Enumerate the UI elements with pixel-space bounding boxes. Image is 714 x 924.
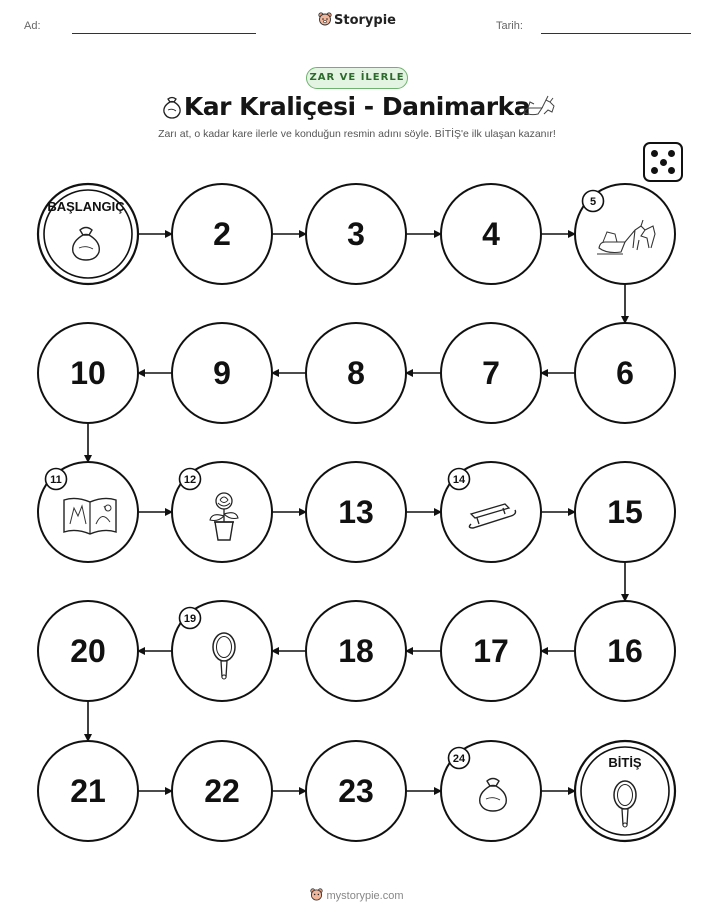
cell-number: 23 [338, 773, 374, 809]
board-cell-13[interactable] [306, 462, 406, 562]
instructions-text: Zarı at, o kadar kare ilerle ve konduğun resmin adını söyle. BİTİŞ'e ilk ulaşan kazanır! [158, 128, 556, 140]
board-cell-15[interactable] [575, 462, 675, 562]
cell-number: 2 [213, 216, 231, 252]
cell-number: 19 [183, 613, 197, 625]
board-cell-7[interactable] [441, 323, 541, 423]
board-cell-9[interactable] [172, 323, 272, 423]
cell-number: 16 [607, 633, 643, 669]
cell-number: 10 [70, 355, 106, 391]
cell-number: 6 [616, 355, 634, 391]
board-cell-10[interactable] [38, 323, 138, 423]
board-cell-4[interactable] [441, 184, 541, 284]
board-cell-23[interactable] [306, 741, 406, 841]
cell-number: 4 [482, 216, 500, 252]
brand-name: Storypie [334, 13, 396, 28]
cell-number: 15 [607, 494, 643, 530]
board-cell-24[interactable] [441, 741, 541, 841]
board-cell-19[interactable] [172, 601, 272, 701]
board-cell-12[interactable] [172, 462, 272, 562]
cell-number: 22 [204, 773, 240, 809]
board-cell-2[interactable] [172, 184, 272, 284]
cell-number: 20 [70, 633, 106, 669]
board-cells [38, 184, 675, 841]
board-cell-22[interactable] [172, 741, 272, 841]
open-book-icon [64, 498, 116, 534]
cell-number: 7 [482, 355, 500, 391]
date-label: Tarih: [496, 20, 523, 32]
board-cell-8[interactable] [306, 323, 406, 423]
cell-number: 14 [452, 474, 466, 486]
board-cell-16[interactable] [575, 601, 675, 701]
page-title: Kar Kraliçesi - Danimarka [183, 92, 531, 121]
footer-url[interactable]: mystorypie.com [326, 890, 404, 902]
name-label: Ad: [24, 20, 41, 32]
board-cell-start[interactable] [38, 184, 138, 284]
cell-number: 12 [183, 474, 197, 486]
cell-number: 21 [70, 773, 106, 809]
board-cell-11[interactable] [38, 462, 138, 562]
cell-number: 3 [347, 216, 365, 252]
start-label: BAŞLANGIÇ [47, 199, 125, 214]
game-type-badge: ZAR VE İLERLE [306, 67, 408, 89]
board-cell-3[interactable] [306, 184, 406, 284]
footer-bear-icon [310, 888, 323, 901]
board-cell-18[interactable] [306, 601, 406, 701]
cell-number: 13 [338, 494, 374, 530]
cell-number: 24 [452, 753, 466, 765]
cell-number: 18 [338, 633, 374, 669]
board-cell-5[interactable] [575, 184, 675, 284]
cell-number: 8 [347, 355, 365, 391]
board-cell-20[interactable] [38, 601, 138, 701]
cell-number: 11 [50, 474, 62, 486]
board-cell-6[interactable] [575, 323, 675, 423]
cell-number: 9 [213, 355, 231, 391]
finish-label: BİTİŞ [608, 755, 642, 770]
cell-number: 5 [589, 196, 597, 208]
cell-number: 17 [473, 633, 509, 669]
board-cell-finish[interactable] [575, 741, 675, 841]
board-cell-21[interactable] [38, 741, 138, 841]
footer [0, 888, 714, 902]
board-cell-14[interactable] [441, 462, 541, 562]
board-cell-17[interactable] [441, 601, 541, 701]
